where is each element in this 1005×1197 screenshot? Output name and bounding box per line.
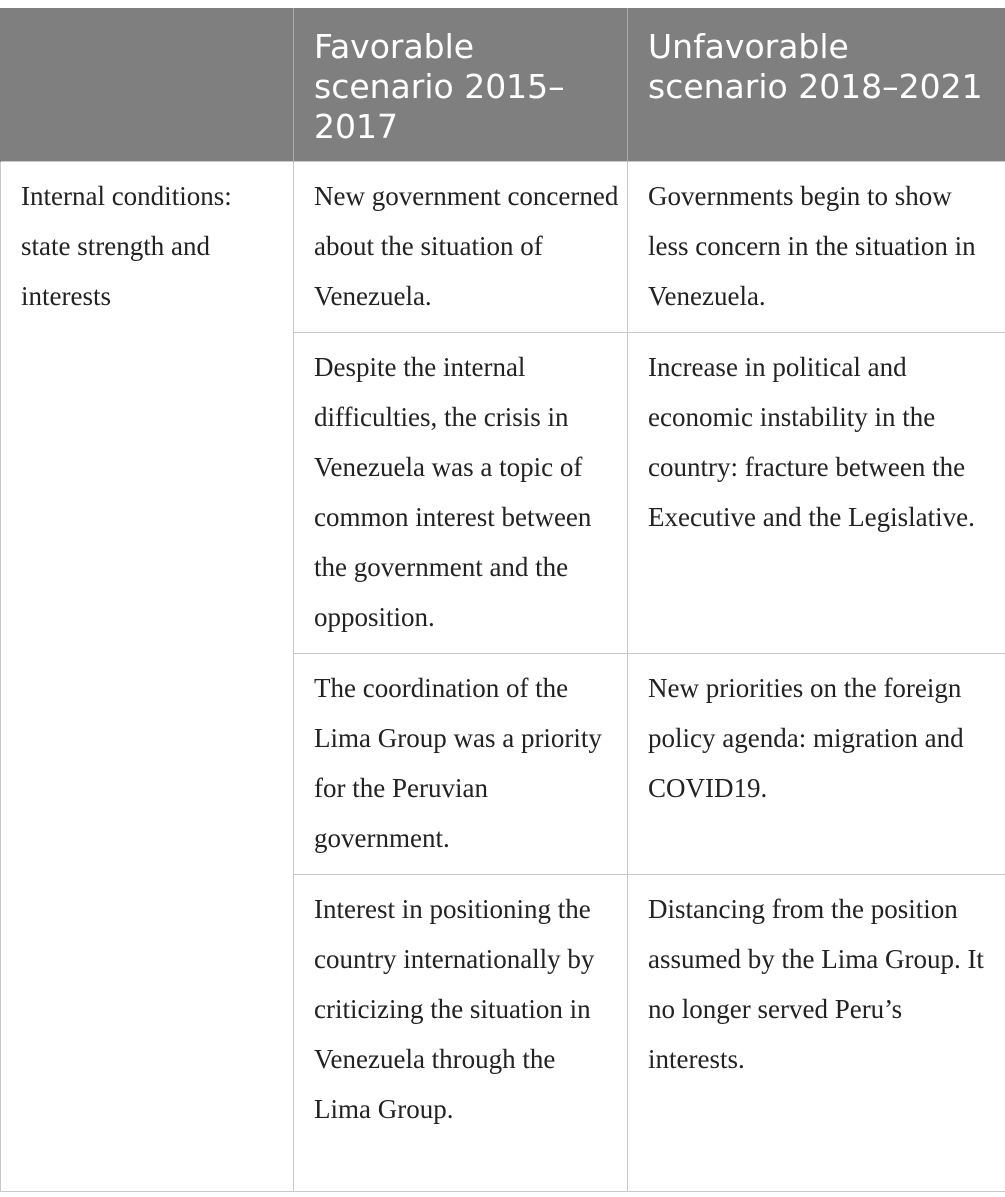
favorable-cell: Interest in positioning the country internationally by criticizing the situation in Venezuela through the Lima Group. bbox=[294, 875, 628, 1192]
header-favorable-scenario: Favorable scenario 2015–2017 bbox=[294, 9, 628, 162]
unfavorable-cell: Increase in political and economic instability in the country: fracture between the Executive and the Legislative. bbox=[628, 333, 1005, 654]
comparison-table bbox=[0, 8, 1005, 1192]
header-empty-cell bbox=[1, 9, 294, 162]
table-row bbox=[1, 162, 1005, 333]
header-row bbox=[1, 9, 1005, 162]
favorable-cell: New government concerned about the situation of Venezuela. bbox=[294, 162, 628, 333]
unfavorable-cell: Distancing from the position assumed by the Lima Group. It no longer served Peru’s interests. bbox=[628, 875, 1005, 1192]
favorable-cell: Despite the internal difficulties, the crisis in Venezuela was a topic of common interest between the government and the opposition. bbox=[294, 333, 628, 654]
row-label-internal-conditions: Internal conditions: state strength and interests bbox=[1, 162, 294, 1192]
header-unfavorable-scenario: Unfavorable scenario 2018–2021 bbox=[628, 9, 1005, 162]
unfavorable-cell: New priorities on the foreign policy agenda: migration and COVID19. bbox=[628, 654, 1005, 875]
unfavorable-cell: Governments begin to show less concern in the situation in Venezuela. bbox=[628, 162, 1005, 333]
favorable-cell: The coordination of the Lima Group was a priority for the Peruvian government. bbox=[294, 654, 628, 875]
table-body bbox=[1, 162, 1005, 1192]
table-header bbox=[1, 9, 1005, 162]
